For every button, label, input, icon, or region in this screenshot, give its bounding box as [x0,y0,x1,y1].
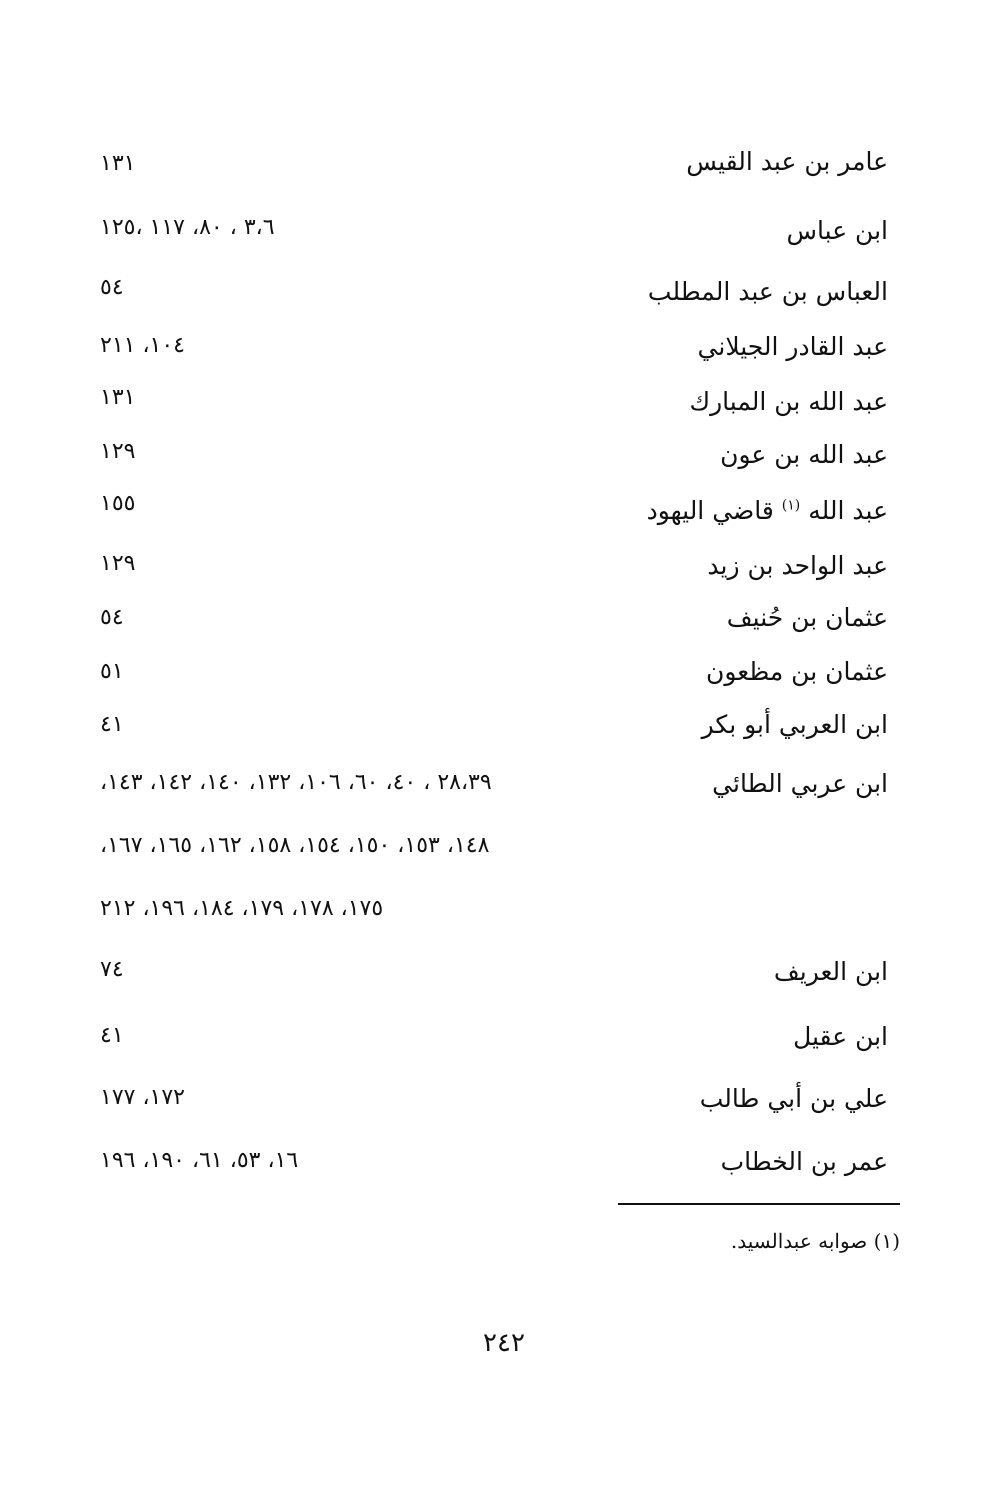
index-entry-name: عبد الله بن المبارك [689,387,888,416]
index-entry-pages-continued: ١٧٥، ١٧٨، ١٧٩، ١٨٤، ١٩٦، ٢١٢ [100,896,384,921]
index-entry-name: ابن عقيل [793,1022,888,1051]
index-entry-pages: ١٢٩ [100,551,136,576]
index-entry-name: عثمان بن مظعون [705,657,888,686]
index-entry-pages: ٢٨،٣٩ ، ٤٠، ٦٠، ١٠٦، ١٣٢، ١٤٠، ١٤٢، ١٤٣، [100,770,492,795]
index-entry-name: ابن العربي أبو بكر [701,710,888,739]
index-entry-pages: ١٣١ [100,385,136,410]
index-entry-pages: ٤١ [100,712,124,737]
index-entry-name: العباس بن عبد المطلب [647,277,888,306]
index-entry-pages: ٥٤ [100,275,124,300]
index-entry-pages: ٣،٦ ، ٨٠، ١١٧ ،١٢٥ [100,215,275,240]
index-entry-pages: ٥٤ [100,605,124,630]
footnote: (١) صوابه عبدالسيد. [730,1229,900,1253]
index-entry-name: ابن عباس [786,216,888,245]
index-entry-name: عبد القادر الجيلاني [697,332,888,361]
index-entry-name: عمر بن الخطاب [720,1147,888,1176]
footnote-divider [618,1203,900,1205]
index-entry-name: عبد الواحد بن زيد [707,551,888,580]
footnote-reference: (١) [781,497,801,514]
index-entry-name: عامر بن عبد القيس [686,147,888,176]
index-entry-pages-continued: ١٤٨، ١٥٣، ١٥٠، ١٥٤، ١٥٨، ١٦٢، ١٦٥، ١٦٧، [100,833,490,858]
index-entry-pages: ٤١ [100,1023,124,1048]
index-entry-name-part: عبد الله [808,496,888,525]
index-entry-pages: ٧٤ [100,957,124,982]
index-entry-name: علي بن أبي طالب [699,1084,888,1113]
index-entry-name: عثمان بن حُنيف [726,603,888,632]
index-entry-pages: ١٦، ٥٣، ٦١، ١٩٠، ١٩٦ [100,1148,299,1173]
index-entry-pages: ١٧٢، ١٧٧ [100,1085,185,1110]
page-number: ٢٤٢ [483,1328,525,1358]
index-entry-name: ابن عربي الطائي [712,769,888,798]
index-entry-pages: ١٢٩ [100,439,136,464]
index-entry-name-part: قاضي اليهود [646,496,774,525]
index-entry-name: عبد الله بن عون [720,440,888,469]
index-entry-pages: ١٣١ [100,151,136,176]
index-entry-pages: ١٥٥ [100,491,136,516]
index-entry-name: ابن العريف [773,957,888,986]
index-entry-pages: ٥١ [100,659,124,684]
index-entry-pages: ١٠٤، ٢١١ [100,333,185,358]
